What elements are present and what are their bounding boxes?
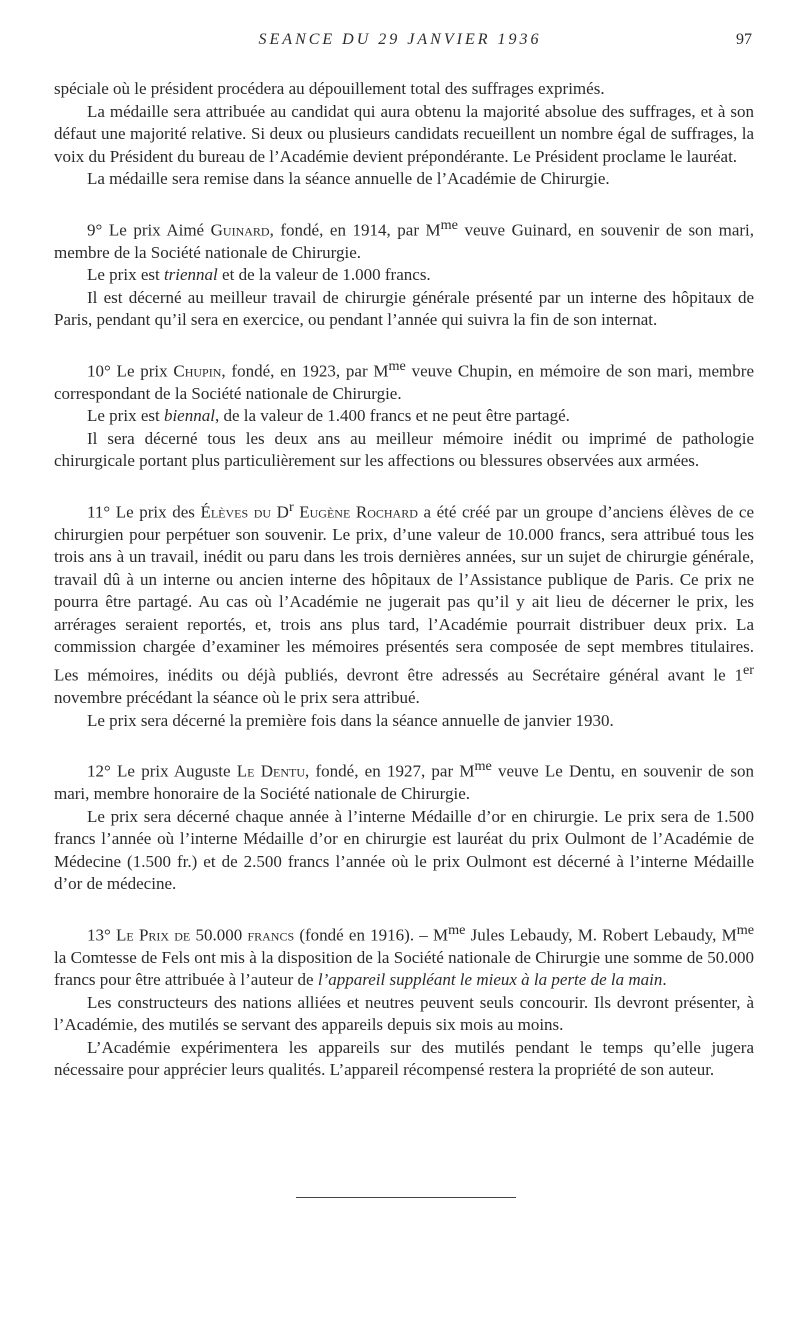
paragraph-medal-ceremony: La médaille sera remise dans la séance annuelle de l’Académie de Chirurgie. bbox=[87, 169, 610, 188]
paragraph-chupin-award: Il sera décerné tous les deux ans au meilleur mémoire inédit ou imprimé de pathologie chirurgicale portant plus particulièrement sur les affections ou blessures observées aux armées. bbox=[54, 428, 754, 471]
paragraph-prize-chupin: 10° Le prix Chupin, fondé, en 1923, par $M^{me}$ veuve Chupin, en mémoire de son mari, membre correspondant de la Société nationale de Chirurgie. bbox=[54, 357, 754, 403]
paragraph-medal-majority: La médaille sera attribuée au candidat qui aura obtenu la majorité absolue des suffrages, et à son défaut une majorité relative. Si deux ou plusieurs candidats recueillent un nombre égal de suffrages, la voix du Président du bureau de l’Académie devient prépondérante. Le Président proclame le lauréat. bbox=[54, 101, 754, 166]
founder-name: Guinard bbox=[210, 220, 270, 240]
paragraph-chupin-value: Le prix est biennal, de la valeur de 1.400 francs et ne peut être partagé. bbox=[87, 406, 570, 426]
paragraph-constructors: Les constructeurs des nations alliées et neutres peuvent seuls concourir. Ils devront présenter, à l’Académie, des mutilés se servant des appareils depuis six mois au moins. bbox=[54, 992, 754, 1035]
paragraph-guinard-value: Le prix est triennal et de la valeur de 1.000 francs. bbox=[87, 265, 431, 285]
section-divider bbox=[296, 1197, 516, 1198]
paragraph-prize-rochard: 11° Le prix des Élèves du $D^r$ Eugène Rochard a été créé par un groupe d’anciens élèves de ce chirurgien pour perpétuer son souvenir. Le prix, d’une valeur de 10.000 francs, sera attribué tous les trois ans à un travail, inédit ou paru dans les trois dernières années, sur un sujet de chirurgie générale, travail dû à un interne ou ancien interne des hôpitaux de l’Assistance publique de Paris. Ce prix ne pourra être partagé. Au cas où l’Académie ne jugerait pas qu’il y ait lieu de décerner le prix, les arrérages seraient reportés, et, trois ans plus tard, l’Académie pourrait distribuer deux prix. La commission chargée d’examiner les mémoires présentés sera composée de sept membres titulaires. Les mémoires, inédits ou déjà publiés, devront être adressés au Secrétaire général avant le 1er novembre précédant la séance où le prix sera attribué. bbox=[54, 498, 754, 708]
founder-name: Le Dentu bbox=[236, 761, 305, 781]
running-head bbox=[0, 31, 800, 53]
paragraph-guinard-award: Il est décerné au meilleur travail de chirurgie générale présenté par un interne des hôpitaux de Paris, pendant qu’il sera en exercice, ou pendant l’année qui suivra la fin de son internat. bbox=[54, 287, 754, 330]
paragraph-ballot-continuation: spéciale où le président procédera au dépouillement total des suffrages exprimés. bbox=[54, 79, 605, 98]
page-number: 97 bbox=[736, 31, 752, 48]
paragraph-prize-50000: 13° Le Prix de 50.000 francs (fondé en 1916). – $M^{me}$ Jules Lebaudy, M. Robert Lebaudy, $M^{me}$ la Comtesse de Fels ont mis à la disposition de la Société nationale de Chirurgie une somme de 50.000 francs pour être attribuée à l’auteur de l’appareil suppléant le mieux à la perte de la main. bbox=[54, 921, 754, 990]
paragraph-prize-guinard: 9° Le prix Aimé Guinard, fondé, en 1914, par $M^{me}$ veuve Guinard, en souvenir de son mari, membre de la Société nationale de Chirurgie. bbox=[54, 216, 755, 262]
paragraph-le-dentu-award: Le prix sera décerné chaque année à l’interne Médaille d’or en chirurgie. Le prix sera de 1.500 francs l’année où l’interne Médaille d’or en chirurgie est lauréat du prix Oulmont de l’Académie de Médecine (1.500 fr.) et de 2.500 francs l’année où le prix Oulmont est décerné à l’interne Médaille d’or de médecine. bbox=[54, 806, 754, 894]
paragraph-experimentation: L’Académie expérimentera les appareils sur des mutilés pendant le temps qu’elle jugera nécessaire pour apprécier leurs qualités. L’appareil récompensé restera la propriété de son auteur. bbox=[54, 1037, 754, 1080]
paragraph-rochard-first: Le prix sera décerné la première fois dans la séance annuelle de janvier 1930. bbox=[87, 710, 614, 730]
running-title: SEANCE DU 29 JANVIER 1936 bbox=[258, 31, 542, 48]
body-text bbox=[54, 78, 754, 1082]
paragraph-prize-le-dentu: 12° Le prix Auguste Le Dentu, fondé, en 1927, par $M^{me}$ veuve Le Dentu, en souvenir de son mari, membre honoraire de la Société nationale de Chirurgie. bbox=[54, 758, 754, 804]
founder-name: Chupin bbox=[173, 361, 222, 381]
